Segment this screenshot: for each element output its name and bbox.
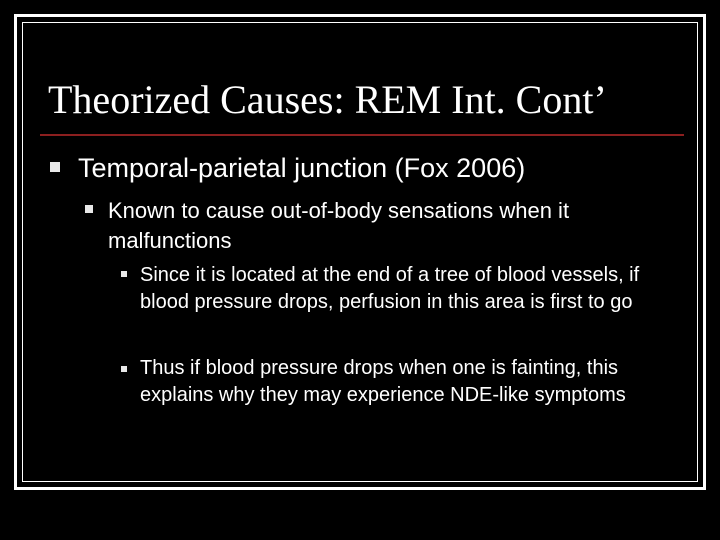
bullet-square-icon (85, 205, 93, 213)
bullet-square-icon (121, 366, 127, 372)
title-divider (40, 134, 684, 136)
bullet-level2-text: Known to cause out-of-body sensations when it malfunctions (108, 198, 570, 253)
bullet-square-icon (50, 162, 60, 172)
bullet-level1-text: Temporal-parietal junction (Fox 2006) (78, 153, 526, 183)
bullet-level3-text: Thus if blood pressure drops when one is fainting, this explains why they may experience NDE-like symptoms (140, 357, 626, 406)
slide-title: Theorized Causes: REM Int. Cont’ (48, 77, 607, 122)
bullet-level3-text: Since it is located at the end of a tree of blood vessels, if blood pressure drops, perfusion in this area is first to go (140, 264, 640, 313)
bullet-square-icon (121, 271, 127, 277)
